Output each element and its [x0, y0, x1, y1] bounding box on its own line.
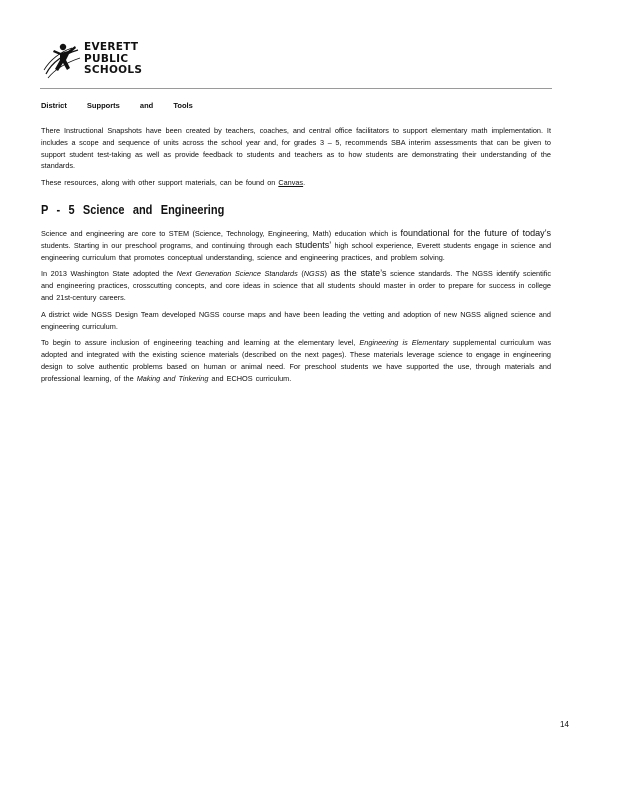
ngss-text-e: science standards. The NGSS identify scientific and engineering practices, crosscutting concepts, and core ideas in science that all students should master in order to prepare for success in college and 21st-century careers. — [41, 269, 552, 302]
ngss-paren-open: ( — [301, 269, 304, 279]
ngss-paren-close: ) — [324, 269, 327, 279]
stem-text-e: high school experience, Everett students engage in science and engineering curriculum that promotes conceptual understanding, science and engineering practices, and problem solving. — [41, 240, 551, 262]
resources-paragraph — [41, 177, 551, 189]
stem-text-c: students. Starting in our preschool programs, and continuing through each — [41, 240, 292, 250]
eng-text-a: To begin to assure inclusion of engineering teaching and learning at the elementary level, — [41, 338, 356, 348]
canvas-link[interactable]: Canvas — [278, 178, 304, 188]
logo-wordmark — [84, 42, 142, 77]
stem-text-b: foundational for the future of today’s — [400, 227, 552, 238]
eng-text-b: supplemental curriculum was adopted and integrated with the existing science materials (described on the next pages). These materials leverage science to engage in engineering design to solve authentic problems based on human or animal need. For preschool students we have supported the use, through materials and professional learning, of the — [41, 338, 552, 383]
stem-paragraph — [41, 228, 551, 263]
district-logo — [42, 40, 152, 88]
ngss-text-d: as the state’s — [330, 268, 387, 279]
stem-text-a: Science and engineering are core to STEM (Science, Technology, Engineering, Math) education which is — [41, 228, 398, 238]
resources-text: These resources, along with other support materials, can be found on — [41, 178, 276, 188]
ngss-paragraph — [41, 268, 551, 303]
logo-line-3: SCHOOLS — [84, 64, 143, 76]
eng-text-c: and ECHOS curriculum. — [211, 373, 292, 383]
ngss-abbrev: NGSS — [303, 269, 325, 279]
snapshots-paragraph: There Instructional Snapshots have been created by teachers, coaches, and central office facilitators to support elementary math implementation. It includes a scope and sequence of units across the school year and, for grades 3 – 5, recommends SBA interim assessments that can be given to support student test-taking as well as provide feedback to students and teachers as to how students are demonstrating their understanding of the standards. — [41, 126, 551, 171]
stem-text-d: students’ — [295, 239, 332, 250]
ngss-title: Next Generation Science Standards — [176, 269, 298, 279]
student-figure-icon — [42, 40, 82, 82]
logo-line-1: EVERETT — [84, 41, 139, 53]
ngss-text-a: In 2013 Washington State adopted the — [41, 269, 174, 279]
logo-line-2: PUBLIC — [84, 52, 129, 65]
resources-period: . — [303, 178, 306, 188]
page-number: 14 — [560, 720, 569, 729]
engineering-paragraph — [41, 337, 551, 384]
making-tinkering-title: Making and Tinkering — [136, 373, 209, 383]
science-engineering-heading: P - 5 Science and Engineering — [41, 202, 225, 217]
design-team-paragraph: A district wide NGSS Design Team developed NGSS course maps and have been leading the vetting and adoption of new NGSS aligned science and engineering curriculum. — [41, 309, 551, 331]
page-body — [41, 101, 551, 390]
district-supports-subheading: District Supports and Tools — [41, 101, 193, 110]
eie-title: Engineering is Elementary — [359, 338, 449, 348]
header-divider — [40, 88, 552, 89]
